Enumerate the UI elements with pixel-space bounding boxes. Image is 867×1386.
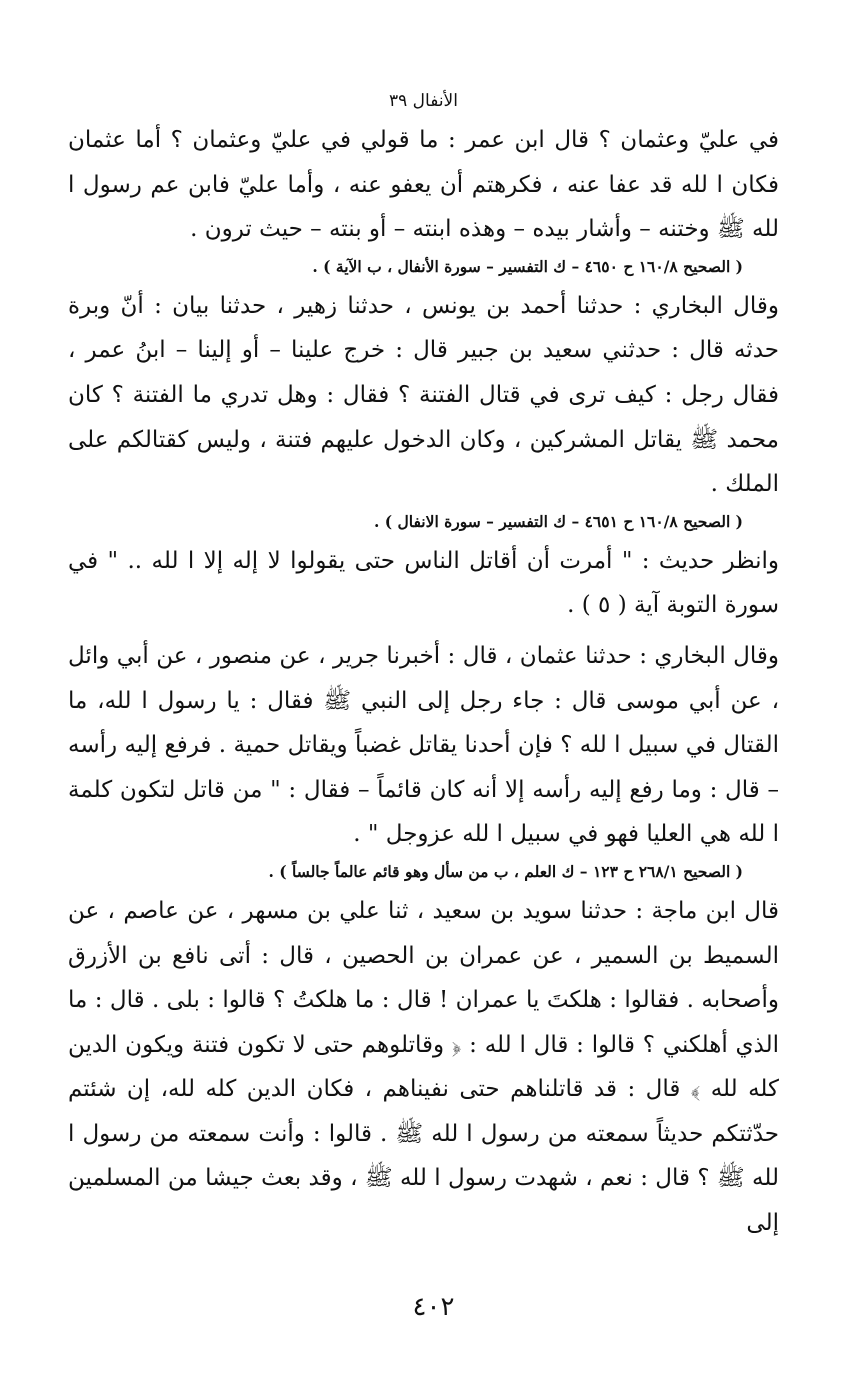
reference-sahih-123: ( الصحيح ٢٦٨/١ ح ١٢٣ – ك العلم ، ب من سأل وهو قائم عالماً جالساً ) . <box>268 861 743 881</box>
paragraph-ibn-majah: قال ابن ماجة : حدثنا سويد بن سعيد ، ثنا علي بن مسهر ، عن عاصم ، عن السميط بن السمير ، عن عمران بن الحصين ، قال : أتى نافع بن الأزرق وأصحابه . فقالوا : هلكتَ يا عمران ! قال : ما هلكتُ ؟ قالوا : بلى . قال : ما الذي أهلكني ؟ قالوا : قال ا لله : ﴿ وقاتلوهم حتى لا تكون فتنة ويكون الدين كله لله ﴾ قال : قد قاتلناهم حتى نفيناهم ، فكان الدين كله لله، إن شئتم حدّثتكم حديثاً سمعته من رسول ا لله ﷺ . قالوا : وأنت سمعته من رسول ا لله ﷺ ؟ قال : نعم ، شهدت رسول ا لله ﷺ ، وقد بعث جيشا من المسلمين إلى <box>68 897 779 1237</box>
page-number: ٤٠٢ <box>412 1292 455 1322</box>
running-head: الأنفال ٣٩ <box>389 91 458 111</box>
paragraph-bukhari-abu-musa: وقال البخاري : حدثنا عثمان ، قال : أخبرنا جرير ، عن منصور ، عن أبي وائل ، عن أبي موسى قال : جاء رجل إلى النبي ﷺ فقال : يا رسول ا لله، ما القتال في سبيل ا لله ؟ فإن أحدنا يقاتل غضباً ويقاتل حمية . فرفع إليه رأسه – قال : وما رفع إليه رأسه إلا أنه كان قائماً – فقال : " من قاتل لتكون كلمة ا لله هي العليا فهو في سبيل ا لله عزوجل " . <box>68 642 779 848</box>
paragraph-see-hadith: وانظر حديث : " أمرت أن أقاتل الناس حتى يقولوا لا إله إلا ا لله .. " في سورة التوبة آية ( ٥ ) . <box>68 547 779 619</box>
paragraph-bukhari-fitna: وقال البخاري : حدثنا أحمد بن يونس ، حدثنا زهير ، حدثنا بيان : أنّ وبرة حدثه قال : حدثني سعيد بن جبير قال : خرج علينا – أو إلينا – ابنُ عمر ، فقال رجل : كيف ترى في قتال الفتنة ؟ فقال : وهل تدري ما الفتنة ؟ كان محمد ﷺ يقاتل المشركين ، وكان الدخول عليهم فتنة ، وليس كقتالكم على الملك . <box>68 292 779 498</box>
paragraph-ibn-umar-ali-uthman: في عليّ وعثمان ؟ قال ابن عمر : ما قولي في عليّ وعثمان ؟ أما عثمان فكان ا لله قد عفا عنه ، فكرهتم أن يعفو عنه ، وأما عليّ فابن عم رسول ا لله ﷺ وختنه – وأشار بيده – وهذه ابنته – أو بنته – حيث ترون . <box>68 127 779 243</box>
reference-sahih-4650: ( الصحيح ١٦٠/٨ ح ٤٦٥٠ – ك التفسير – سورة الأنفال ، ب الآية ) . <box>312 256 743 276</box>
reference-sahih-4651: ( الصحيح ١٦٠/٨ ح ٤٦٥١ – ك التفسير – سورة الانفال ) . <box>373 511 743 531</box>
